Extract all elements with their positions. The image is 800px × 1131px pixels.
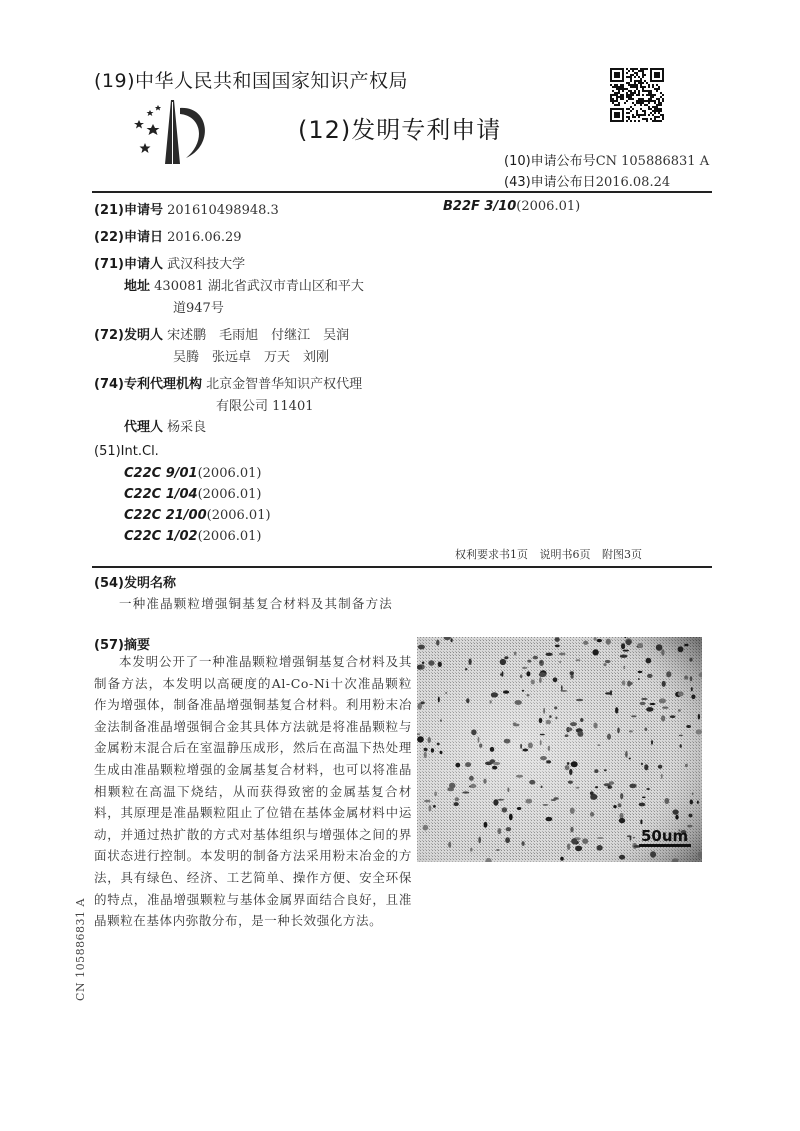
int-cl-version: (2006.01) [197,529,262,544]
particle [554,706,557,709]
particle [478,837,481,844]
particle [526,671,530,676]
particle [437,743,440,746]
particle [661,774,663,779]
particle [673,809,679,814]
particle [493,762,500,765]
particle [522,667,528,669]
particle [656,644,663,651]
particle [603,663,606,666]
address-line-2: 道947号 [173,301,224,316]
particle [567,728,572,732]
particle [548,746,550,751]
particle [539,718,543,723]
particle [540,756,547,760]
particle [647,674,653,678]
particle [594,769,598,773]
particle [629,784,636,789]
publication-date [504,171,670,190]
particle [661,649,664,655]
particle [469,659,472,665]
invention-title: 一种准晶颗粒增强铜基复合材料及其制备方法 [119,596,394,611]
particle [454,802,459,806]
particle [440,719,442,721]
particle [570,671,574,675]
particle [478,737,480,743]
particle [428,737,431,743]
particle [433,805,436,808]
particle [451,638,453,642]
particle [691,687,693,691]
particle [617,727,620,733]
inventors-label: (72)发明人 [94,328,163,343]
particle [571,761,578,767]
applicant-label: (71)申请人 [94,257,163,272]
particle [529,780,535,785]
int-cl-version: (2006.01) [197,487,262,502]
particle [670,715,676,718]
particle [465,668,467,670]
particle [546,720,551,725]
particle [570,808,575,814]
particle [428,660,434,666]
particle [434,792,437,797]
int-cl-version: (2006.01) [197,466,262,481]
particle [514,724,520,727]
inventors [94,324,349,343]
invention-title-label: (54)发明名称 [94,576,176,591]
particle [522,690,524,692]
particle [590,791,594,795]
page-counts: 权利要求书1页 说明书6页 附图3页 [455,548,642,561]
particle [448,842,451,848]
particle [504,656,508,659]
main-ipc-code: B22F 3/10 [443,199,517,214]
particle [571,838,577,844]
particle [631,715,637,717]
particle [438,662,442,667]
particle [576,659,581,661]
inventors-line-2: 吴腾 张远卓 万天 刘刚 [173,350,330,365]
particle [604,783,611,786]
publication-number-label: (10)申请公布号 [504,154,596,169]
patent-agency [94,373,362,392]
int-cl-entry [124,466,262,481]
micrograph-figure [417,637,702,862]
agent [124,416,206,435]
int-cl-code: C22C 9/01 [124,466,198,481]
particle [638,671,643,673]
particle [449,783,455,789]
particle [630,836,632,841]
particle [666,671,671,677]
applicant [94,253,245,272]
agent-label: 代理人 [124,420,164,435]
particle [622,680,626,685]
filing-date-value: 2016.06.29 [167,230,242,245]
particle [644,764,648,770]
particle [560,857,564,861]
int-cl-code: C22C 21/00 [124,508,207,523]
particle [436,640,439,646]
particle [592,649,598,655]
particle [567,844,570,850]
particle [570,827,573,833]
particle [431,748,434,753]
particle [629,758,631,760]
particle [531,680,535,685]
particle [642,797,646,799]
particle [662,681,666,687]
particle [577,731,583,737]
address-label: 地址 [124,279,151,294]
particle [493,799,498,805]
patent-agency-line-2: 有限公司 11401 [216,399,314,414]
particle [541,786,543,789]
particle [540,661,543,663]
particle [638,678,640,680]
particle [503,690,509,693]
particle [484,822,488,828]
particle [546,817,553,821]
particle [515,700,522,705]
particle [483,779,486,784]
particle [595,786,598,788]
particle [526,799,533,804]
qr-code-icon[interactable] [610,68,664,122]
particle [570,722,577,726]
particle [565,734,569,737]
particle [497,799,504,801]
particle [593,723,597,729]
particle [620,793,623,799]
particle [618,803,622,807]
particle [491,692,498,697]
publication-number-value: CN 105886831 A [595,154,710,169]
particle [607,734,611,740]
particle [620,655,628,658]
particle [553,677,558,682]
cnipa-logo-icon [128,98,218,168]
abstract-text: 本发明公开了一种准晶颗粒增强铜基复合材料及其制备方法，本发明以高硬度的Al-Co-Ni十次准晶颗粒作为增强体，制备准晶增强铜基复合材料。利用粉末冶金法制备准晶增强铜合金其具体方法就是将准晶颗粒与金属粉末混合后在室温静压成形，然后在高温下热处理生成由准晶颗粒增强的金属基复合材料，也可以将准晶相颗粒在高温下烧结，从而获得致密的金属基复合材料，其原理是准晶颗粒阻止了位错在基体金属材料中运动，并通过热扩散的方式对基体组织与增强体之间的界面状态进行控制。本发明的制备方法采用粉末冶金的方法，具有绿色、经济、工艺简单、操作方便、安全环保的特点，准晶增强颗粒与基体金属界面结合良好，且准晶颗粒在基体内弥散分布，是一种长效强化方法。 [94,654,412,929]
particle [640,820,642,825]
particle [502,671,504,676]
particle [690,800,693,805]
particle [470,784,476,788]
particle [555,637,560,642]
particle [539,677,542,683]
main-ipc-version: (2006.01) [516,199,581,214]
particle [555,717,557,720]
particle [679,735,683,737]
particle [567,762,570,765]
particle [650,851,656,857]
particle [507,788,509,793]
patent-agency-line-1: 北京金智普华知识产权代理 [206,377,363,392]
particle [549,715,551,718]
particle [429,805,432,811]
issuing-office: (19)中华人民共和国国家知识产权局 [94,70,409,92]
particle [689,658,692,662]
address-line-1: 430081 湖北省武汉市青山区和平大 [154,279,364,294]
particle [423,825,428,831]
particle [568,781,573,784]
particle [470,848,473,852]
particle [646,707,653,712]
particle [658,765,662,769]
particle [546,760,551,763]
particle [420,701,424,704]
header-divider [92,191,712,193]
particle [597,639,602,642]
filing-date-label: (22)申请日 [94,230,163,245]
main-ipc [443,199,580,214]
particle [533,656,538,660]
particle [684,675,688,679]
abstract-label: (57)摘要 [94,638,150,653]
particle [469,776,474,781]
particle [455,797,459,801]
particle [597,845,603,851]
particle [646,658,652,664]
particle [522,749,528,752]
particle [569,769,572,775]
particle [605,692,612,694]
patent-agency-label: (74)专利代理机构 [94,377,202,392]
particle [633,837,635,839]
particle [649,703,655,705]
particle [505,837,510,843]
particle [528,743,533,749]
particle [424,800,431,803]
particle [678,709,681,711]
particle [625,751,628,758]
publication-number [504,150,709,169]
publication-date-value: 2016.08.24 [595,175,671,190]
particle [466,698,469,703]
particle [623,666,625,669]
particle [496,849,500,851]
application-number-label: (21)申请号 [94,203,163,218]
publication-date-label: (43)申请公布日 [504,175,596,190]
particle [539,672,547,677]
particle [623,650,630,652]
particle [497,828,501,834]
section-divider [92,566,712,568]
particle [678,692,684,697]
particle [637,643,643,648]
particle [597,744,600,746]
address [124,275,364,294]
particle [640,702,646,705]
int-cl-entry [124,508,271,523]
particle [685,764,688,767]
particle [597,837,603,839]
particle [565,765,570,770]
int-cl-code: C22C 1/04 [124,487,198,502]
particle [644,728,647,732]
particle [555,645,560,648]
particle [490,700,492,703]
particle [604,769,607,771]
particle [646,788,650,790]
particle [559,661,561,664]
particle [424,752,427,758]
particle [514,652,517,656]
particle [492,766,497,770]
particle [689,814,693,818]
particle [662,707,668,709]
int-cl-entry [124,487,262,502]
particle [594,637,597,641]
particle [582,838,588,844]
particle [554,797,559,799]
particle [619,818,625,823]
int-cl-code: C22C 1/02 [124,529,198,544]
particle [697,801,699,804]
agent-value: 杨采良 [167,420,207,435]
particle [527,694,530,696]
particle [440,751,443,754]
particle [641,698,648,700]
particle [502,807,507,812]
int-cl-label [94,444,159,459]
particle [540,740,542,745]
particle [417,665,422,670]
particle [540,734,545,736]
particle [621,643,625,649]
inventors-line-1: 宋述鹏 毛雨旭 付继江 吴润 [167,328,350,343]
particle [664,798,669,804]
particle [661,715,665,721]
particle [575,846,582,852]
particle [455,763,460,768]
particle [692,793,694,795]
particle [500,659,506,665]
particle [605,660,611,663]
particle [627,681,631,687]
particle [583,641,588,645]
particle [680,744,682,748]
particle [509,814,513,821]
particle [696,729,702,734]
particle [690,676,693,681]
particle [418,645,425,650]
particle [619,855,625,860]
particle [691,695,695,700]
particle [576,787,580,789]
particle [546,653,553,656]
particle [471,729,476,735]
particle [686,725,691,728]
particle [615,707,618,713]
particle [580,718,583,722]
particle [698,714,700,720]
document-type-title: (12)发明专利申请 [298,116,502,144]
particle [543,804,549,806]
particle [520,674,522,678]
particle [517,807,521,810]
application-number [94,199,279,218]
particle [576,699,583,701]
particle [651,740,653,745]
application-number-value: 201610498948.3 [167,203,279,218]
particle [462,791,469,793]
particle [626,639,631,645]
particle [465,762,471,767]
particle [438,697,440,703]
particle [522,841,525,846]
side-publication-number: CN 105886831 A [74,898,87,1001]
filing-date [94,226,242,245]
particle [606,639,611,645]
particle [506,827,512,831]
particle [516,775,523,778]
particle [417,736,424,742]
particle [543,708,545,714]
int-cl-entry [124,529,262,544]
applicant-value: 武汉科技大学 [167,257,246,272]
particle [520,744,522,749]
particle [561,690,568,692]
particle [675,815,678,820]
particle [445,692,447,694]
int-cl-version: (2006.01) [206,508,271,523]
scale-bar-label: 50um [641,827,689,845]
particle [684,644,688,647]
particle [504,739,511,744]
particle [479,744,482,748]
particle [629,730,633,732]
particle [641,763,643,765]
particle [527,660,531,663]
particle [639,803,646,807]
particle [490,747,494,752]
particle [613,805,616,808]
int-cl-heading: (51)Int.Cl. [94,444,159,459]
particle [590,812,594,817]
particle [659,698,666,703]
particle [678,646,684,652]
particle [422,662,425,664]
particle [559,653,566,656]
particle [424,748,428,751]
